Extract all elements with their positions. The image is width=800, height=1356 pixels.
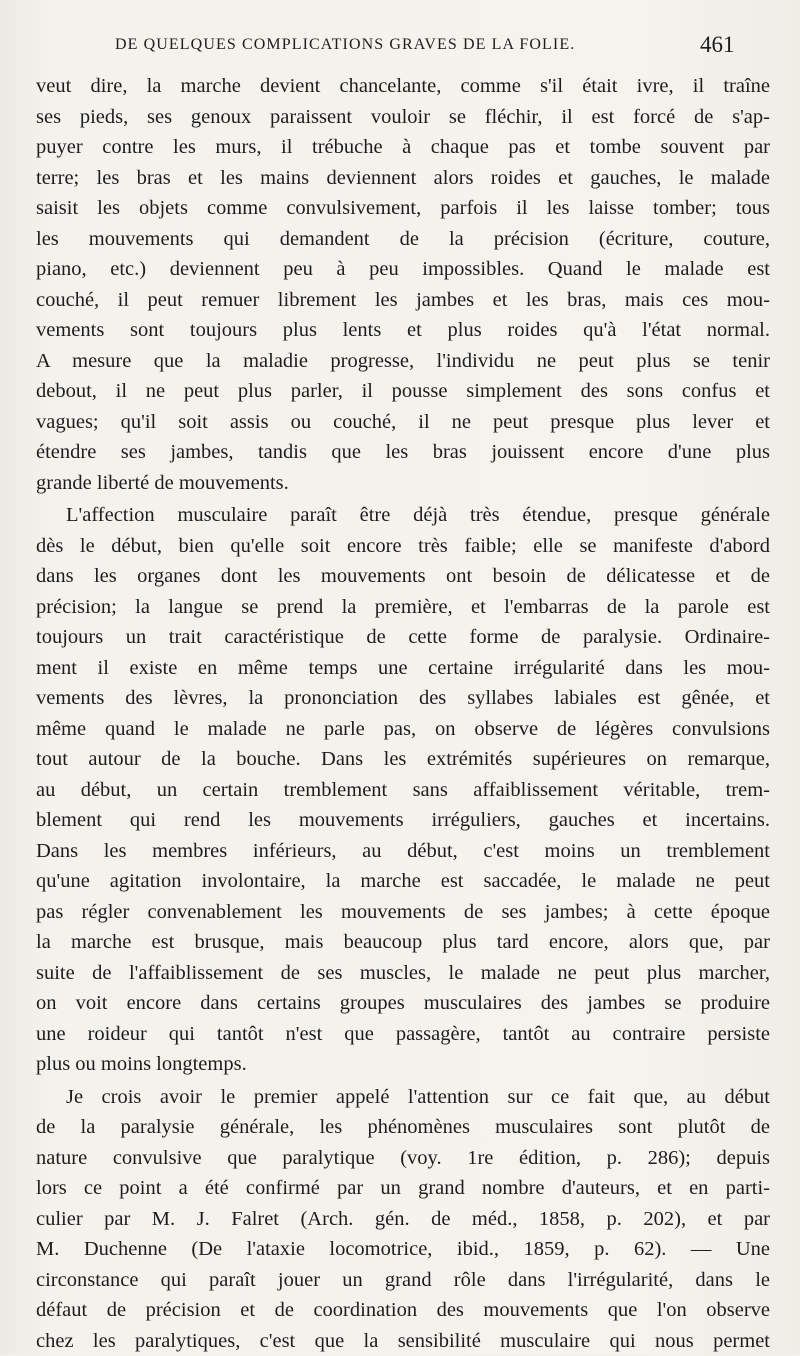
text-line: étendre ses jambes, tandis que les bras jouissent encore d'une plus <box>36 437 770 468</box>
text-line: vagues; qu'il soit assis ou couché, il ne peut presque plus lever et <box>36 407 770 438</box>
text-line: chez les paralytiques, c'est que la sensibilité musculaire qui nous permet <box>36 1326 770 1356</box>
text-line: on voit encore dans certains groupes musculaires des jambes se produire <box>36 988 770 1019</box>
text-line: pas régler convenablement les mouvements de ses jambes; à cette époque <box>36 897 770 928</box>
text-line: dès le début, bien qu'elle soit encore très faible; elle se manifeste d'abord <box>36 531 770 562</box>
text-line: culier par M. J. Falret (Arch. gén. de méd., 1858, p. 202), et par <box>36 1204 770 1235</box>
text-line: terre; les bras et les mains deviennent alors roides et gauches, le malade <box>36 163 770 194</box>
text-line: ses pieds, ses genoux paraissent vouloir se fléchir, il est forcé de s'ap- <box>36 102 770 133</box>
text-line: circonstance qui paraît jouer un grand rôle dans l'irrégularité, dans le <box>36 1265 770 1296</box>
text-line: dans les organes dont les mouvements ont besoin de délicatesse et de <box>36 561 770 592</box>
text-line: au début, un certain tremblement sans affaiblissement véritable, trem- <box>36 775 770 806</box>
text-line: veut dire, la marche devient chancelante, comme s'il était ivre, il traîne <box>36 71 770 102</box>
text-line: ment il existe en même temps une certaine irrégularité dans les mou- <box>36 653 770 684</box>
text-line: tout autour de la bouche. Dans les extrémités supérieures on remarque, <box>36 744 770 775</box>
text-line: de la paralysie générale, les phénomènes musculaires sont plutôt de <box>36 1112 770 1143</box>
page-header <box>0 36 800 64</box>
text-line: défaut de précision et de coordination des mouvements que l'on observe <box>36 1295 770 1326</box>
text-line: les mouvements qui demandent de la précision (écriture, couture, <box>36 224 770 255</box>
text-line: debout, il ne peut plus parler, il pousse simplement des sons confus et <box>36 376 770 407</box>
text-line: Je crois avoir le premier appelé l'attention sur ce fait que, au début <box>36 1082 770 1113</box>
text-line: vements sont toujours plus lents et plus roides qu'à l'état normal. <box>36 315 770 346</box>
text-line: vements des lèvres, la prononciation des syllabes labiales est gênée, et <box>36 683 770 714</box>
text-line: précision; la langue se prend la première, et l'embarras de la parole est <box>36 592 770 623</box>
text-line: suite de l'affaiblissement de ses muscles, le malade ne peut plus marcher, <box>36 958 770 989</box>
text-line: Dans les membres inférieurs, au début, c'est moins un tremblement <box>36 836 770 867</box>
text-line: saisit les objets comme convulsivement, parfois il les laisse tomber; tous <box>36 193 770 224</box>
text-line: piano, etc.) deviennent peu à peu impossibles. Quand le malade est <box>36 254 770 285</box>
text-line: puyer contre les murs, il trébuche à chaque pas et tombe souvent par <box>36 132 770 163</box>
text-line: A mesure que la maladie progresse, l'individu ne peut plus se tenir <box>36 346 770 377</box>
text-line: la marche est brusque, mais beaucoup plus tard encore, alors que, par <box>36 927 770 958</box>
text-line: grande liberté de mouvements. <box>36 468 770 499</box>
text-line: nature convulsive que paralytique (voy. 1re édition, p. 286); depuis <box>36 1143 770 1174</box>
running-head: DE QUELQUES COMPLICATIONS GRAVES DE LA FOLIE. <box>115 36 575 54</box>
text-line: blement qui rend les mouvements irréguliers, gauches et incertains. <box>36 805 770 836</box>
body-text <box>36 71 770 1331</box>
text-line: lors ce point a été confirmé par un grand nombre d'auteurs, et en parti- <box>36 1173 770 1204</box>
text-line: qu'une agitation involontaire, la marche est saccadée, le malade ne peut <box>36 866 770 897</box>
page-number: 461 <box>700 32 735 58</box>
text-line: même quand le malade ne parle pas, on observe de légères convulsions <box>36 714 770 745</box>
text-line: L'affection musculaire paraît être déjà très étendue, presque générale <box>36 500 770 531</box>
text-line: M. Duchenne (De l'ataxie locomotrice, ibid., 1859, p. 62). — Une <box>36 1234 770 1265</box>
text-line: plus ou moins longtemps. <box>36 1049 770 1080</box>
text-line: couché, il peut remuer librement les jambes et les bras, mais ces mou- <box>36 285 770 316</box>
text-line: toujours un trait caractéristique de cette forme de paralysie. Ordinaire- <box>36 622 770 653</box>
text-line: une roideur qui tantôt n'est que passagère, tantôt au contraire persiste <box>36 1019 770 1050</box>
